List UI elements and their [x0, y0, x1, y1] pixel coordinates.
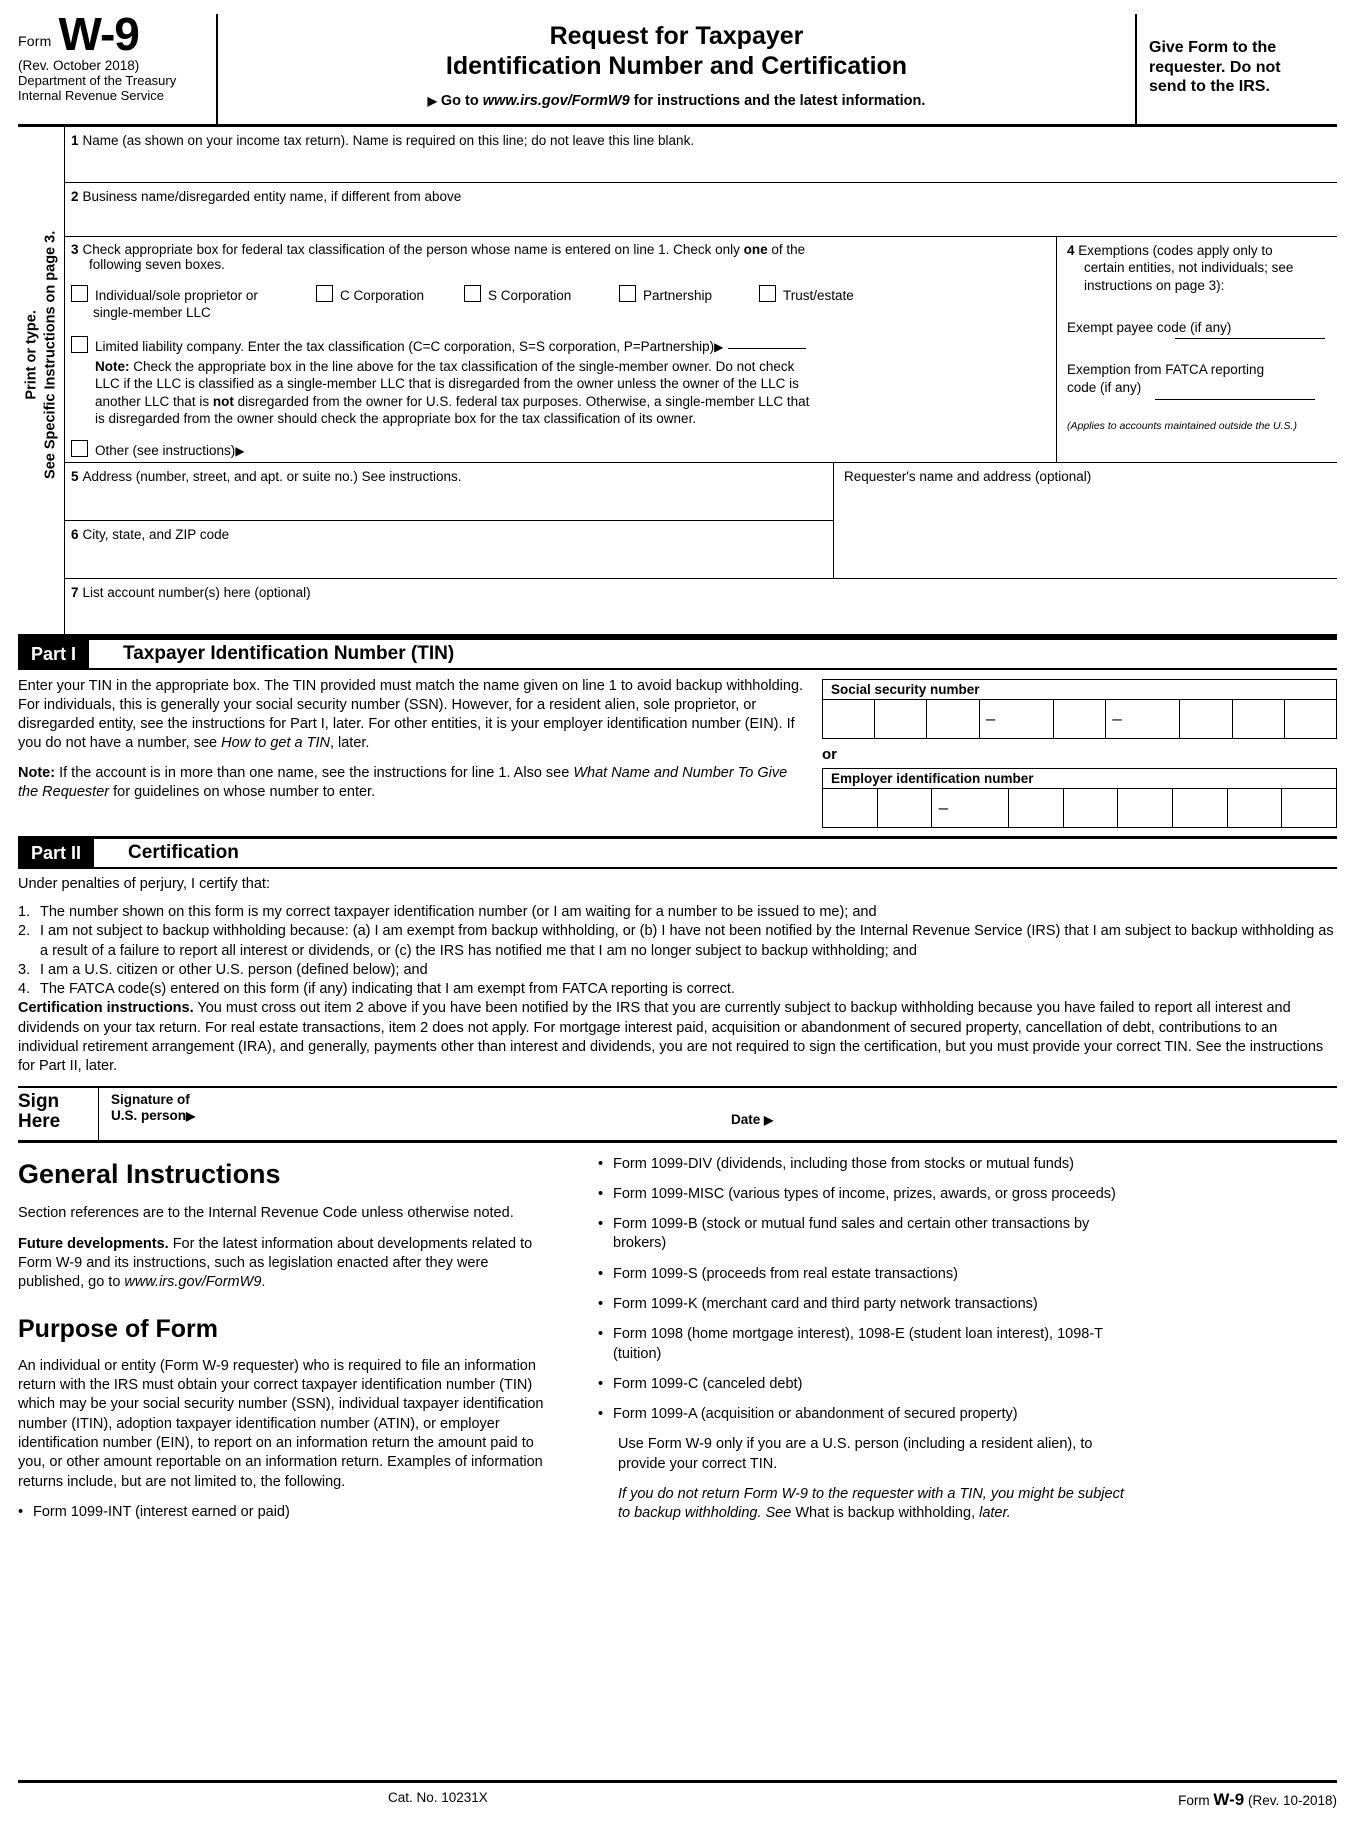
- info-return-bullet-text: Form 1099-INT (interest earned or paid): [33, 1503, 290, 1520]
- catalog-number: Cat. No. 10231X: [388, 1790, 488, 1805]
- bullet-dot-icon: •: [598, 1155, 604, 1172]
- line-3-label-bold: one: [743, 242, 768, 257]
- info-return-bullet-text: Form 1099-MISC (various types of income, prizes, awards, or gross proceeds): [613, 1185, 1116, 1202]
- line-5-label: Address (number, street, and apt. or suite no.) See instructions.: [82, 468, 462, 484]
- exemptions-title-line-1: Exemptions (codes apply only to: [1078, 243, 1273, 258]
- bullet-dot-icon: •: [598, 1375, 604, 1392]
- address-section: [65, 463, 1337, 578]
- ssn-dash-1: –: [985, 708, 996, 728]
- irs-website-link[interactable]: www.irs.gov/FormW9: [482, 93, 630, 109]
- certification-instructions: [18, 999, 1337, 1076]
- certification-item: [18, 903, 1337, 922]
- future-developments-end: .: [261, 1274, 266, 1291]
- ssn-cell[interactable]: [1285, 700, 1336, 738]
- purpose-of-form-heading: Purpose of Form: [18, 1314, 219, 1343]
- ein-cell[interactable]: [1173, 789, 1228, 827]
- give-form-line-3: send to the IRS.: [1149, 78, 1270, 96]
- info-return-bullet-text: Form 1099-A (acquisition or abandonment of secured property): [613, 1406, 1018, 1423]
- form-title-line-1: Request for Taxpayer: [549, 22, 804, 50]
- form-revision-date: (Rev. October 2018): [18, 58, 140, 74]
- tin-paragraph-2: If the account is in more than one name, see the instructions for line 1. Also see: [55, 765, 574, 782]
- bullet-dot-icon: •: [598, 1295, 604, 1312]
- checkbox-individual-label-2: single-member LLC: [93, 305, 211, 321]
- ssn-cell[interactable]: [1233, 700, 1285, 738]
- form-word-label: Form: [18, 33, 52, 50]
- ein-cell[interactable]: [823, 789, 878, 827]
- certification-item-number: 1.: [18, 904, 31, 920]
- goto-prefix: Go to: [440, 93, 479, 109]
- part-1-title: Taxpayer Identification Number (TIN): [123, 642, 455, 664]
- llc-note-block: [71, 358, 1050, 428]
- info-return-bullet-text: Form 1099-S (proceeds from real estate transactions): [613, 1265, 958, 1282]
- info-return-bullet: [598, 1295, 1134, 1314]
- ein-cell[interactable]: [954, 789, 1009, 827]
- tin-paragraph-2-end: for guidelines on whose number to enter.: [109, 784, 376, 801]
- bullet-dot-icon: •: [598, 1216, 604, 1233]
- future-developments-paragraph: [18, 1235, 554, 1293]
- signature-label-line-2: U.S. person: [111, 1108, 187, 1123]
- info-return-bullet-text: Form 1099-B (stock or mutual fund sales and certain other transactions by brokers): [613, 1216, 1090, 1252]
- what-name-number-italic: What Name and Number To Give the Requester: [18, 765, 788, 801]
- info-return-bullet-text: Form 1099-C (canceled debt): [613, 1375, 803, 1392]
- llc-note-not-bold: not: [212, 393, 234, 409]
- date-field[interactable]: [731, 1092, 773, 1140]
- part-2-body: [18, 869, 1337, 1077]
- signature-right-arrow-icon: ▶: [186, 1109, 196, 1123]
- ssn-input-grid[interactable]: [822, 699, 1337, 739]
- info-return-bullet: [598, 1405, 1134, 1424]
- checkbox-individual-label-1: Individual/sole proprietor or: [95, 288, 258, 303]
- form-title-line-2: Identification Number and Certification: [445, 51, 908, 80]
- checkbox-s-corporation[interactable]: [464, 285, 619, 303]
- ssn-cell[interactable]: [1002, 700, 1054, 738]
- checkbox-c-corporation[interactable]: [316, 285, 464, 303]
- info-return-bullet-text: Form 1099-K (merchant card and third party network transactions): [613, 1295, 1038, 1312]
- llc-right-arrow-icon: ▶: [714, 339, 724, 354]
- info-return-bullet: [598, 1185, 1134, 1204]
- footer-form-number: W-9: [1213, 1790, 1245, 1809]
- checkbox-partnership[interactable]: [619, 285, 759, 303]
- exempt-payee-code-input[interactable]: [1175, 338, 1325, 339]
- footer-form-word: Form: [1178, 1793, 1210, 1808]
- give-form-notice: [1135, 14, 1337, 124]
- checkbox-s-corp-label: S Corporation: [488, 288, 572, 303]
- exempt-payee-code-label: Exempt payee code (if any): [1067, 319, 1232, 335]
- exemptions-title-line-2: certain entities, not individuals; see: [1084, 260, 1294, 276]
- footer-revision: (Rev. 10-2018): [1247, 1793, 1337, 1808]
- ssn-cell[interactable]: [927, 700, 979, 738]
- exemptions-footnote: (Applies to accounts maintained outside the U.S.): [1067, 420, 1297, 433]
- line-2-label: Business name/disregarded entity name, if different from above: [82, 189, 462, 204]
- ein-cell[interactable]: [1064, 789, 1119, 827]
- purpose-of-form-text: An individual or entity (Form W-9 requester) who is required to file an information return with the IRS must obtain your correct taxpayer identification number (TIN) which may be your social security number (SSN), individual taxpayer identification number (ITIN), adoption taxpayer identification number (ATIN), or employer identification number (EIN), to report on an information return the amount paid to you, or other amount reportable on an information return. Examples of information returns include, but are not limited to, the following.: [18, 1357, 544, 1490]
- certification-item: [18, 961, 1337, 980]
- form-upper-section: [18, 127, 1337, 637]
- ein-cell[interactable]: [1009, 789, 1064, 827]
- instructions-left-column: [18, 1155, 554, 1535]
- checkbox-c-corp-label: C Corporation: [340, 288, 425, 303]
- line-4-number: 4: [1067, 243, 1075, 258]
- fatca-code-input[interactable]: [1155, 399, 1315, 400]
- side-vertical-label: [18, 127, 65, 634]
- certification-item: [18, 980, 1337, 999]
- ssn-label: Social security number: [822, 679, 1337, 699]
- ssn-cell[interactable]: [823, 700, 875, 738]
- checkbox-other[interactable]: [71, 440, 1050, 458]
- line-3-label-b: of the: [767, 242, 806, 257]
- llc-note-line-d: is disregarded from the owner should check the appropriate box for the tax classification of its owner.: [95, 411, 697, 427]
- date-right-arrow-icon: ▶: [764, 1112, 774, 1127]
- fatca-label-line-1: Exemption from FATCA reporting: [1067, 361, 1265, 377]
- checkbox-partnership-label: Partnership: [643, 288, 713, 303]
- info-return-bullet: [598, 1265, 1134, 1284]
- side-label-line-1: Print or type.: [23, 309, 40, 400]
- right-arrow-icon: ▶: [427, 94, 437, 108]
- line-1-label: Name (as shown on your income tax return). Name is required on this line; do not leave this line blank.: [82, 133, 695, 148]
- ein-input-grid[interactable]: [822, 788, 1337, 828]
- ein-cell[interactable]: [1118, 789, 1173, 827]
- ein-cell[interactable]: [1282, 789, 1336, 827]
- signature-section: [18, 1086, 1337, 1143]
- exemptions-title-line-3: instructions on page 3):: [1084, 277, 1225, 293]
- part-2-header-bar: [18, 836, 1337, 869]
- checkbox-trust-estate-label: Trust/estate: [783, 288, 854, 303]
- general-instructions-heading: General Instructions: [18, 1158, 281, 1189]
- classification-checkbox-row: [71, 285, 1050, 322]
- form-footer: [18, 1780, 1337, 1810]
- llc-note-line-a: Check the appropriate box in the line above for the tax classification of the single-member owner. Do not check: [129, 358, 795, 374]
- requester-name-address-field[interactable]: [834, 463, 1337, 578]
- checkbox-s-corp-icon[interactable]: [464, 285, 481, 302]
- line-5-address-field[interactable]: [65, 463, 833, 521]
- warning-normal-part: What is backup withholding,: [791, 1505, 976, 1522]
- tin-instructions: [18, 677, 822, 828]
- footer-form-identity: [1178, 1790, 1337, 1810]
- certification-item-text: The number shown on this form is my correct taxpayer identification number (or I am waiting for a number to be issued to me); and: [40, 904, 877, 920]
- line-3-classification-section: [65, 237, 1337, 463]
- certification-instructions-bold: Certification instructions.: [18, 1000, 194, 1017]
- checkbox-individual-sole-proprietor[interactable]: [71, 285, 316, 322]
- line-6-city-state-zip-field[interactable]: [65, 521, 833, 578]
- form-number-title: W-9: [58, 8, 139, 60]
- checkbox-trust-estate-icon[interactable]: [759, 285, 776, 302]
- sign-here-tag: [18, 1088, 99, 1140]
- info-return-bullet-text: Form 1098 (home mortgage interest), 1098-E (student loan interest), 1098-T (tuition): [613, 1326, 1103, 1362]
- future-developments-url[interactable]: www.irs.gov/FormW9: [124, 1274, 262, 1291]
- signature-label-line-1: Signature of: [111, 1091, 190, 1107]
- llc-note-line-b: LLC if the LLC is classified as a single-member LLC that is disregarded from the owner unless the owner of the LLC is: [95, 376, 799, 392]
- ein-label: Employer identification number: [822, 768, 1337, 788]
- info-return-bullet: [598, 1375, 1134, 1394]
- checkbox-llc-icon[interactable]: [71, 336, 88, 353]
- certification-item: [18, 922, 1337, 961]
- part-1-tag: Part I: [18, 640, 89, 668]
- info-return-bullet: [598, 1215, 1134, 1254]
- tin-entry-boxes: [822, 677, 1337, 828]
- ssn-cell[interactable]: [1180, 700, 1232, 738]
- tin-paragraph-1-end: , later.: [329, 735, 370, 752]
- line-3-label-c: following seven boxes.: [89, 257, 225, 272]
- llc-note-bold: Note:: [95, 358, 130, 374]
- line-3-number: 3: [71, 242, 79, 257]
- line-4-exemptions-panel: [1057, 237, 1337, 462]
- bullet-dot-icon: •: [598, 1406, 604, 1423]
- instructions-right-column: [598, 1155, 1134, 1535]
- line-3-label-a: Check appropriate box for federal tax classification of the person whose name is entered on line 1. Check only: [82, 242, 744, 257]
- classification-options: [65, 237, 1057, 462]
- certification-item-text: The FATCA code(s) entered on this form (if any) indicating that I am exempt from FATCA reporting is correct.: [40, 981, 735, 998]
- certification-item-number: 3.: [18, 961, 31, 978]
- line-2-business-name-field[interactable]: [65, 183, 1337, 237]
- certification-item-text: I am a U.S. citizen or other U.S. person (defined below); and: [40, 961, 428, 978]
- ein-cell[interactable]: [1228, 789, 1283, 827]
- certification-item-number: 4.: [18, 981, 31, 998]
- form-header: [18, 8, 1337, 127]
- date-label: Date: [731, 1111, 761, 1127]
- part-1-body: [18, 670, 1337, 828]
- goto-instructions-line: [218, 93, 1135, 109]
- bullet-dot-icon: •: [18, 1503, 24, 1520]
- department-line-2: Internal Revenue Service: [18, 87, 164, 103]
- line-2-number: 2: [71, 189, 79, 204]
- certification-intro: Under penalties of perjury, I certify that:: [18, 875, 270, 892]
- warning-italic-part-2: later.: [975, 1505, 1011, 1522]
- ein-dash: –: [938, 797, 949, 817]
- checkbox-llc-label: Limited liability company. Enter the tax classification (C=C corporation, S=S corporation, P=Partnership): [95, 338, 715, 354]
- tin-paragraph-1: Enter your TIN in the appropriate box. The TIN provided must match the name given on line 1 to avoid backup withholding. For individuals, this is generally your social security number (SSN). However, for a resident alien, sole proprietor, or disregarded entity, see the instructions for Part I, later. For other entities, it is your employer identification number (EIN). If you do not have a number, see: [18, 677, 804, 752]
- or-separator: or: [822, 745, 837, 763]
- line-1-number: 1: [71, 133, 79, 148]
- llc-tax-class-input[interactable]: [728, 348, 806, 349]
- sign-here-line-1: Sign: [18, 1090, 60, 1112]
- section-references-text: Section references are to the Internal Revenue Code unless otherwise noted.: [18, 1205, 514, 1222]
- part-2-title: Certification: [128, 841, 239, 863]
- checkbox-other-icon[interactable]: [71, 440, 88, 457]
- goto-suffix: for instructions and the latest information.: [633, 93, 926, 109]
- certification-item-text: I am not subject to backup withholding because: (a) I am exempt from backup withholding, or (b) I have not been notified by the Internal Revenue Service (IRS) that I am subject to backup withholding as a result of a failure to report all interest or dividends, or (c) the IRS has notified me that I am no longer subject to backup withholding; and: [40, 923, 1334, 959]
- ssn-cell[interactable]: [1054, 700, 1106, 738]
- checkbox-partnership-icon[interactable]: [619, 285, 636, 302]
- line-6-number: 6: [71, 526, 79, 542]
- give-form-line-2: requester. Do not: [1149, 58, 1281, 76]
- department-name: [18, 74, 210, 103]
- fatca-label-line-2: code (if any): [1067, 380, 1142, 396]
- line-7-account-numbers-field[interactable]: [65, 578, 1337, 634]
- info-return-bullet: [598, 1155, 1134, 1174]
- info-return-bullet: [598, 1325, 1134, 1364]
- line-7-number: 7: [71, 584, 79, 600]
- department-line-1: Department of the Treasury: [18, 73, 177, 89]
- warning-italic-part-1: If you do not return Form W-9 to the requester with a TIN, you might be subject to backup withholding. See: [618, 1485, 1124, 1522]
- line-5-number: 5: [71, 468, 79, 484]
- sign-here-line-2: Here: [18, 1111, 61, 1133]
- info-return-bullet: [18, 1503, 554, 1522]
- checkbox-c-corp-icon[interactable]: [316, 285, 333, 302]
- ssn-cell[interactable]: [1128, 700, 1180, 738]
- bullet-dot-icon: •: [598, 1185, 604, 1202]
- future-developments-text: For the latest information about developments related to Form W-9 and its instructions, such as legislation enacted after they were published, go to: [18, 1235, 533, 1291]
- bullet-dot-icon: •: [598, 1326, 604, 1343]
- side-label-line-2: See Specific Instructions on page 3.: [42, 230, 58, 479]
- line-1-name-field[interactable]: [65, 127, 1337, 183]
- info-return-bullet-text: Form 1099-DIV (dividends, including those from stocks or mutual funds): [613, 1155, 1074, 1172]
- give-form-line-1: Give Form to the: [1149, 39, 1277, 56]
- ssn-dash-2: –: [1112, 708, 1122, 728]
- checkbox-other-label: Other (see instructions): [95, 442, 236, 458]
- certification-instructions-text: You must cross out item 2 above if you have been notified by the IRS that you are currently subject to backup withholding because you have failed to report all interest and dividends on your tax return. For real estate transactions, item 2 does not apply. For mortgage interest paid, acquisition or abandonment of secured property, cancellation of debt, contributions to an individual retirement arrangement (IRA), and generally, payments other than interest and dividends, you are not required to sign the certification, but you must provide your correct TIN. See the instructions for Part II, later.: [18, 1000, 1324, 1075]
- checkbox-individual-icon[interactable]: [71, 285, 88, 302]
- part-1-header-bar: [18, 637, 1337, 670]
- requester-label: Requester's name and address (optional): [844, 468, 1092, 484]
- other-right-arrow-icon: ▶: [235, 443, 245, 458]
- llc-note-line-c2: disregarded from the owner for U.S. federal tax purposes. Otherwise, a single-member LLC that: [233, 393, 810, 409]
- header-left-block: [18, 8, 218, 124]
- header-title-block: [218, 14, 1135, 124]
- bullet-dot-icon: •: [598, 1265, 604, 1282]
- tin-note-bold: Note:: [18, 765, 56, 782]
- backup-withholding-warning: [598, 1485, 1134, 1524]
- future-developments-bold: Future developments.: [18, 1235, 169, 1252]
- how-to-get-tin-italic: How to get a TIN: [221, 735, 330, 752]
- checkbox-limited-liability-company[interactable]: [71, 336, 1050, 354]
- signature-field[interactable]: [111, 1092, 731, 1140]
- instructions-columns: [18, 1143, 1337, 1535]
- ssn-cell[interactable]: [875, 700, 927, 738]
- line-7-label: List account number(s) here (optional): [82, 584, 311, 600]
- use-form-w9-text: Use Form W-9 only if you are a U.S. person (including a resident alien), to provide your correct TIN.: [618, 1436, 1093, 1472]
- checkbox-trust-estate[interactable]: [759, 285, 854, 303]
- line-6-label: City, state, and ZIP code: [82, 526, 230, 542]
- ein-cell[interactable]: [878, 789, 933, 827]
- part-2-tag: Part II: [18, 839, 94, 867]
- certification-item-number: 2.: [18, 923, 31, 940]
- llc-note-line-c1: another LLC that is: [95, 393, 213, 409]
